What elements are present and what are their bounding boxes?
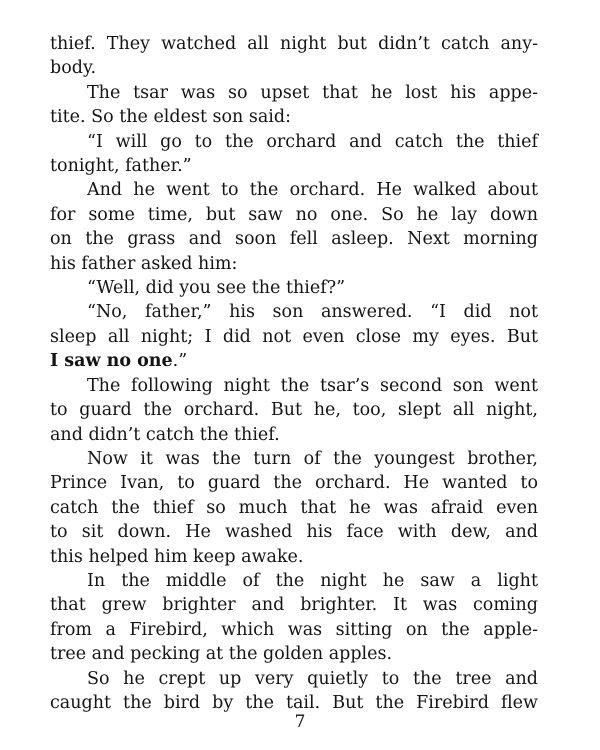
text-line: sleep all night; I did not even close my eyes. But: [50, 326, 538, 347]
text-line: The tsar was so upset that he lost his appe-: [87, 82, 538, 103]
text-line-emphasis: [50, 349, 538, 373]
text-line: Prince Ivan, to guard the orchard. He wanted to: [50, 473, 538, 494]
text-line: catch the thief so much that he was afraid even: [50, 497, 538, 518]
text-line: and didn’t catch the thief.: [50, 424, 280, 445]
page-text: [50, 32, 538, 715]
text-line: tree and pecking at the golden apples.: [50, 644, 393, 665]
text-line: And he went to the orchard. He walked about: [87, 180, 538, 201]
text-line: his father asked him:: [50, 253, 238, 274]
text-line: to sit down. He washed his face with dew, and: [50, 522, 538, 543]
text-line: tonight, father.”: [50, 156, 192, 177]
text-line: this helped him keep awake.: [50, 546, 304, 567]
text-line: body.: [50, 58, 97, 79]
text-line: to guard the orchard. But he, too, slept all night,: [50, 400, 538, 421]
bold-phrase: I saw no one: [50, 351, 173, 372]
page-number: 7: [294, 712, 306, 732]
text-line: that grew brighter and brighter. It was coming: [50, 595, 538, 616]
text-line: from a Firebird, which was sitting on the apple-: [50, 619, 538, 640]
text-line: In the middle of the night he saw a light: [87, 570, 538, 591]
text-line: Now it was the turn of the youngest brother,: [87, 448, 538, 469]
text-line: So he crept up very quietly to the tree and: [87, 668, 538, 689]
text-line: tite. So the eldest son said:: [50, 107, 292, 128]
text-line: for some time, but saw no one. So he lay down: [50, 204, 538, 225]
closing-punctuation: .”: [172, 351, 188, 372]
text-line: on the grass and soon fell asleep. Next morning: [50, 229, 538, 250]
text-line: “I will go to the orchard and catch the thief: [87, 131, 538, 152]
text-line: The following night the tsar’s second son went: [87, 375, 538, 396]
text-line: thief. They watched all night but didn’t catch any-: [50, 34, 538, 54]
text-line: “Well, did you see the thief?”: [87, 278, 346, 299]
text-line: caught the bird by the tail. But the Firebird flew: [50, 692, 538, 713]
text-line: “No, father,” his son answered. “I did not: [87, 302, 538, 323]
